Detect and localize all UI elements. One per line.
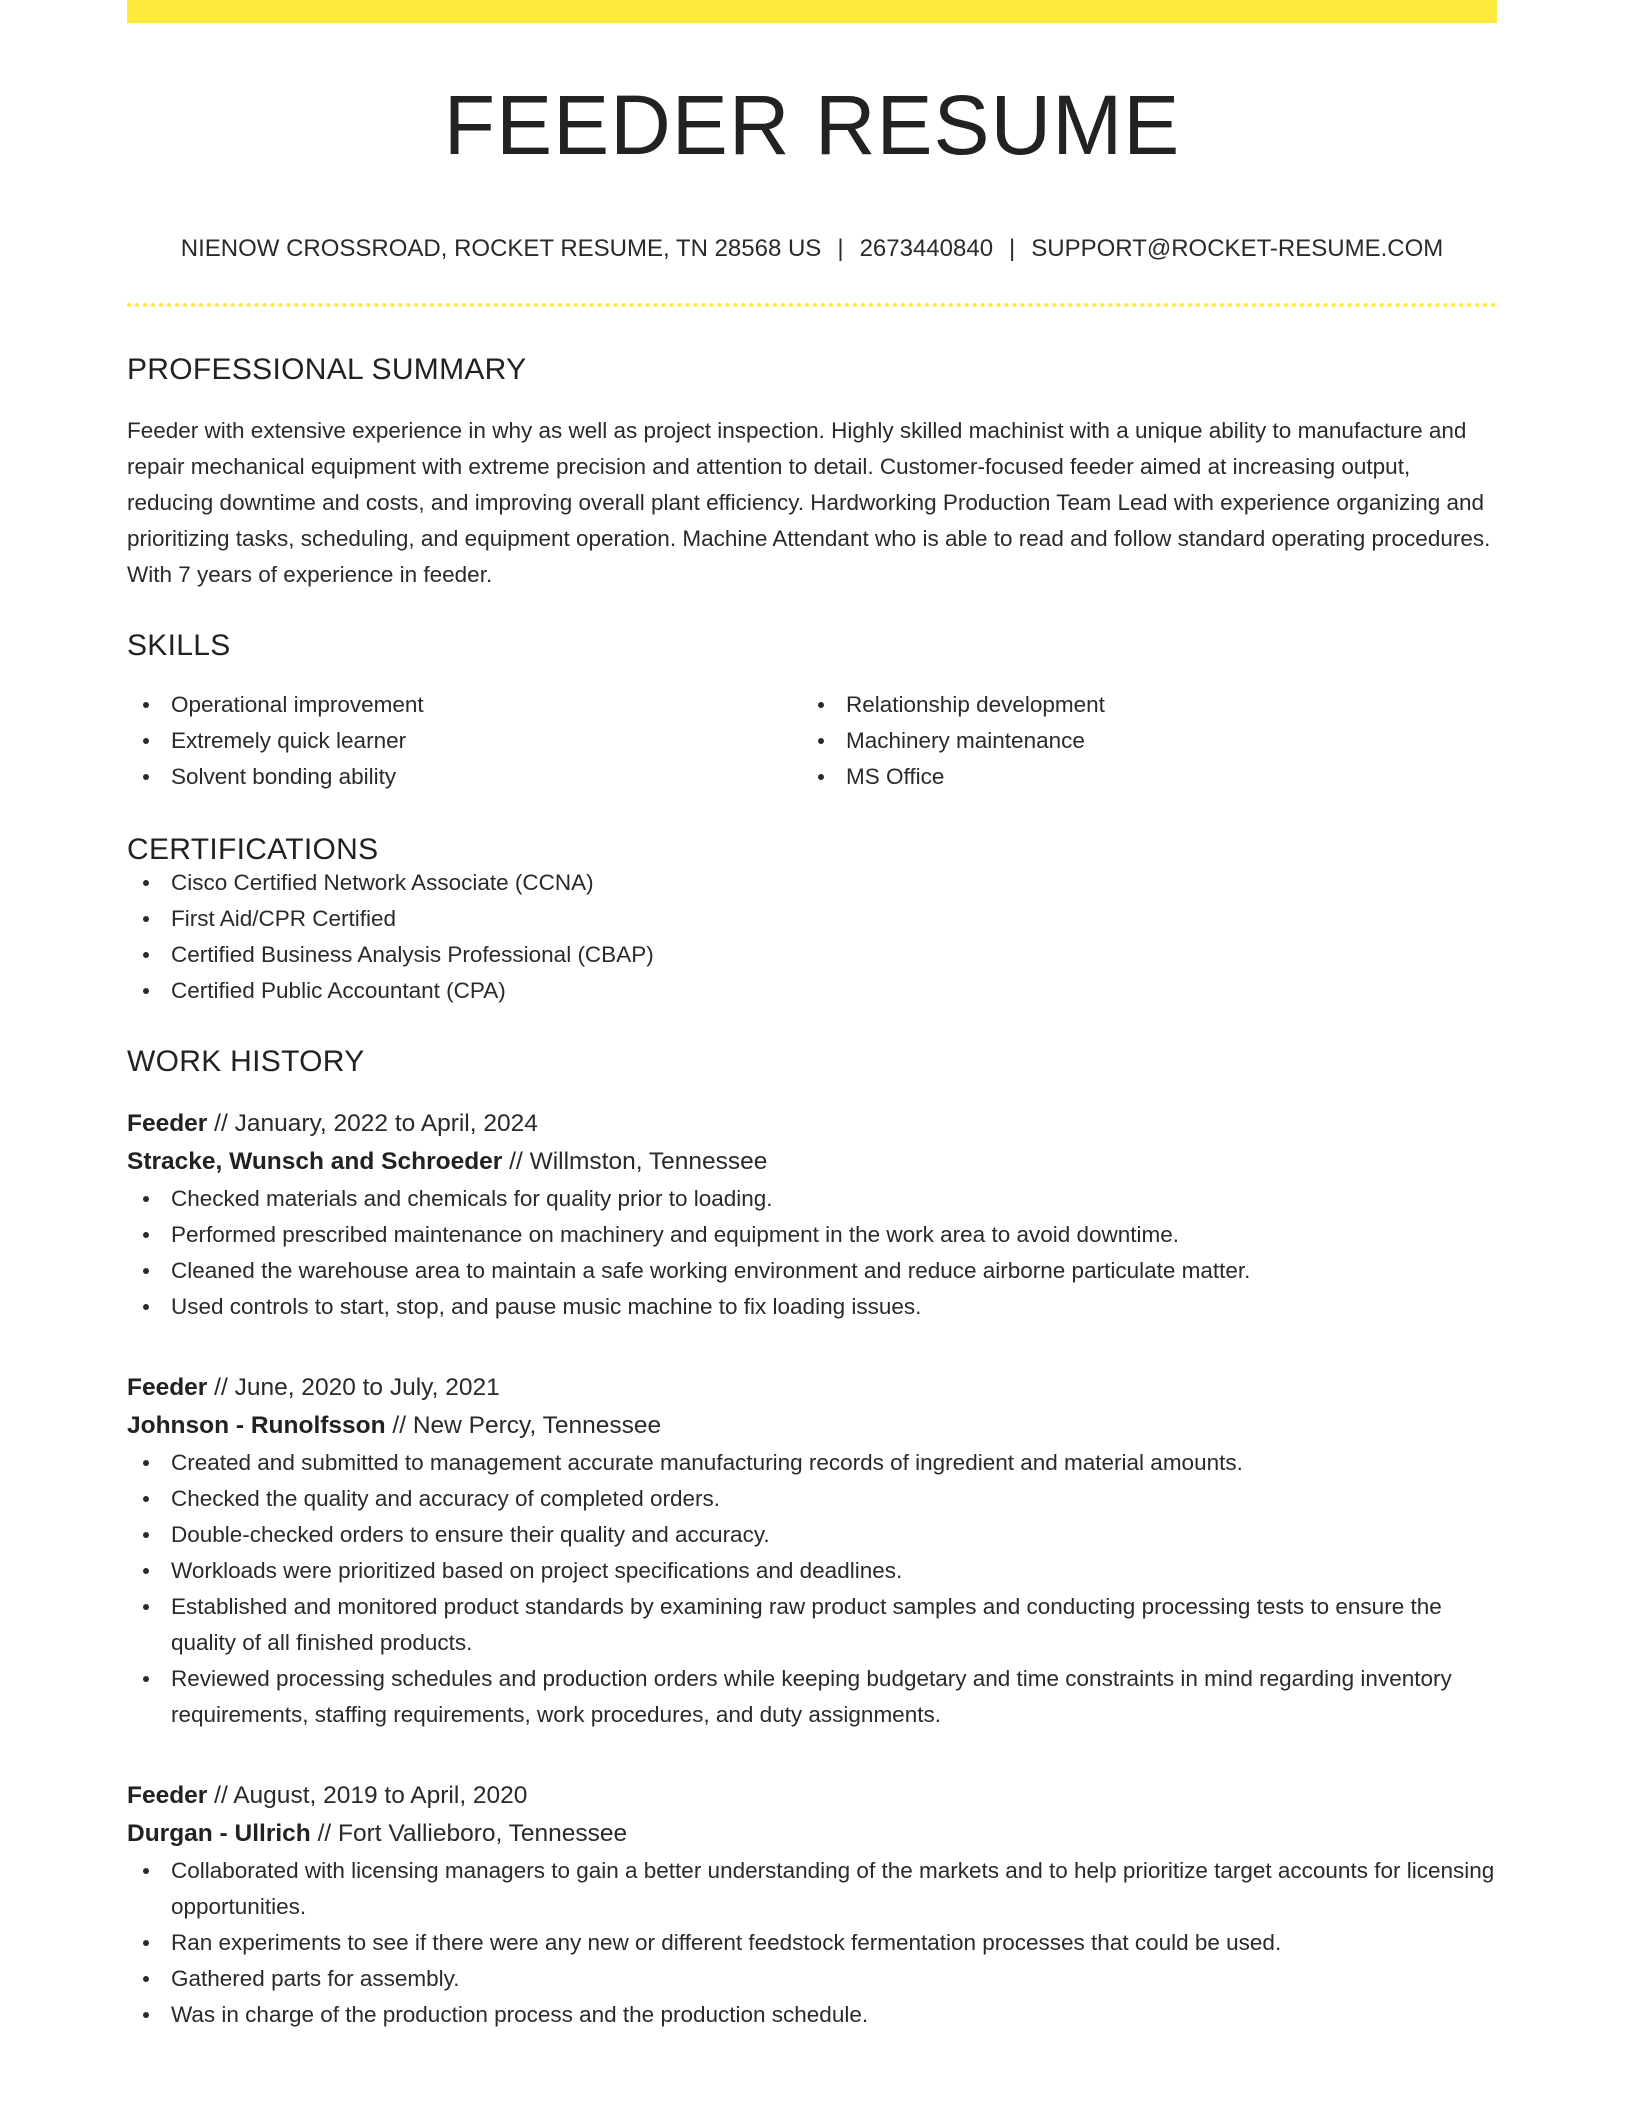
job-bullet: Checked materials and chemicals for quality prior to loading. [127,1181,1497,1217]
job-title: Feeder [127,1110,208,1137]
certification-item: First Aid/CPR Certified [127,901,1497,937]
job-entry [127,1369,1497,1733]
resume-title: FEEDER RESUME [443,78,1181,172]
job-bullet: Double-checked orders to ensure their quality and accuracy. [127,1517,1497,1553]
job-title-line [127,1369,1497,1407]
job-bullet: Created and submitted to management accurate manufacturing records of ingredient and material amounts. [127,1445,1497,1481]
job-bullet: Gathered parts for assembly. [127,1961,1497,1997]
job-title: Feeder [127,1782,208,1809]
contact-phone: 2673440840 [859,235,994,262]
summary-text: Feeder with extensive experience in why as well as project inspection. Highly skilled machinist with a unique ability to manufacture and repair mechanical equipment with extreme precision and attention to detail. Customer-focused feeder aimed at increasing output, reducing downtime and costs, and improving overall plant efficiency. Hardworking Production Team Lead with experience organizing and prioritizing tasks, scheduling, and equipment operation. Machine Attendant who is able to read and follow standard operating procedures. With 7 years of experience in feeder. [127,418,1491,587]
dotted-divider [127,303,1497,307]
contact-address: NIENOW CROSSROAD, ROCKET RESUME, TN 28568 US [180,235,822,262]
job-title: Feeder [127,1374,208,1401]
summary-heading: PROFESSIONAL SUMMARY [127,353,527,386]
resume-page [127,0,1497,2033]
skills-grid [127,687,1497,795]
job-entry [127,1777,1497,2033]
skill-item: Machinery maintenance [802,723,1477,759]
job-company: Johnson - Runolfsson [127,1412,386,1439]
job-company: Stracke, Wunsch and Schroeder [127,1148,503,1175]
contact-separator: | [837,235,844,262]
job-company-line [127,1143,1497,1181]
certification-item: Certified Business Analysis Professional (CBAP) [127,937,1497,973]
job-entry [127,1105,1497,1325]
accent-top-bar [127,0,1497,23]
job-company-line [127,1815,1497,1853]
job-location: // New Percy, Tennessee [385,1412,662,1439]
job-dates: // August, 2019 to April, 2020 [207,1782,528,1809]
skills-right-column [802,687,1477,795]
certification-item: Certified Public Accountant (CPA) [127,973,1497,1009]
contact-separator: | [1009,235,1016,262]
job-title-line [127,1777,1497,1815]
job-bullet: Reviewed processing schedules and production orders while keeping budgetary and time constraints in mind regarding inventory requirements, staffing requirements, work procedures, and duty assignments. [127,1661,1497,1733]
skill-item: Relationship development [802,687,1477,723]
job-dates: // January, 2022 to April, 2024 [207,1110,538,1137]
job-bullet: Checked the quality and accuracy of completed orders. [127,1481,1497,1517]
certification-item: Cisco Certified Network Associate (CCNA) [127,865,1497,901]
job-bullet-list [127,1853,1497,2033]
job-location: // Willmston, Tennessee [502,1148,768,1175]
job-bullet: Established and monitored product standards by examining raw product samples and conducting processing tests to ensure the quality of all finished products. [127,1589,1497,1661]
job-bullet: Cleaned the warehouse area to maintain a safe working environment and reduce airborne particulate matter. [127,1253,1497,1289]
job-title-line [127,1105,1497,1143]
skill-item: MS Office [802,759,1477,795]
job-bullet: Was in charge of the production process and the production schedule. [127,1997,1497,2033]
job-company-line [127,1407,1497,1445]
contact-line [127,237,1497,261]
job-location: // Fort Vallieboro, Tennessee [310,1820,628,1847]
certifications-heading: CERTIFICATIONS [127,833,379,866]
contact-email: SUPPORT@ROCKET-RESUME.COM [1031,235,1444,262]
job-bullet: Collaborated with licensing managers to gain a better understanding of the markets and to help prioritize target accounts for licensing opportunities. [127,1853,1497,1925]
skill-item: Solvent bonding ability [127,759,802,795]
job-bullet: Workloads were prioritized based on project specifications and deadlines. [127,1553,1497,1589]
skill-item: Operational improvement [127,687,802,723]
job-bullet: Performed prescribed maintenance on machinery and equipment in the work area to avoid downtime. [127,1217,1497,1253]
job-company: Durgan - Ullrich [127,1820,311,1847]
skill-item: Extremely quick learner [127,723,802,759]
work-history-heading: WORK HISTORY [127,1045,365,1078]
skills-heading: SKILLS [127,629,231,662]
job-bullet: Used controls to start, stop, and pause music machine to fix loading issues. [127,1289,1497,1325]
job-dates: // June, 2020 to July, 2021 [207,1374,500,1401]
job-bullet: Ran experiments to see if there were any new or different feedstock fermentation processes that could be used. [127,1925,1497,1961]
certifications-list [127,865,1497,1009]
job-bullet-list [127,1445,1497,1733]
skills-left-column [127,687,802,795]
job-bullet-list [127,1181,1497,1325]
